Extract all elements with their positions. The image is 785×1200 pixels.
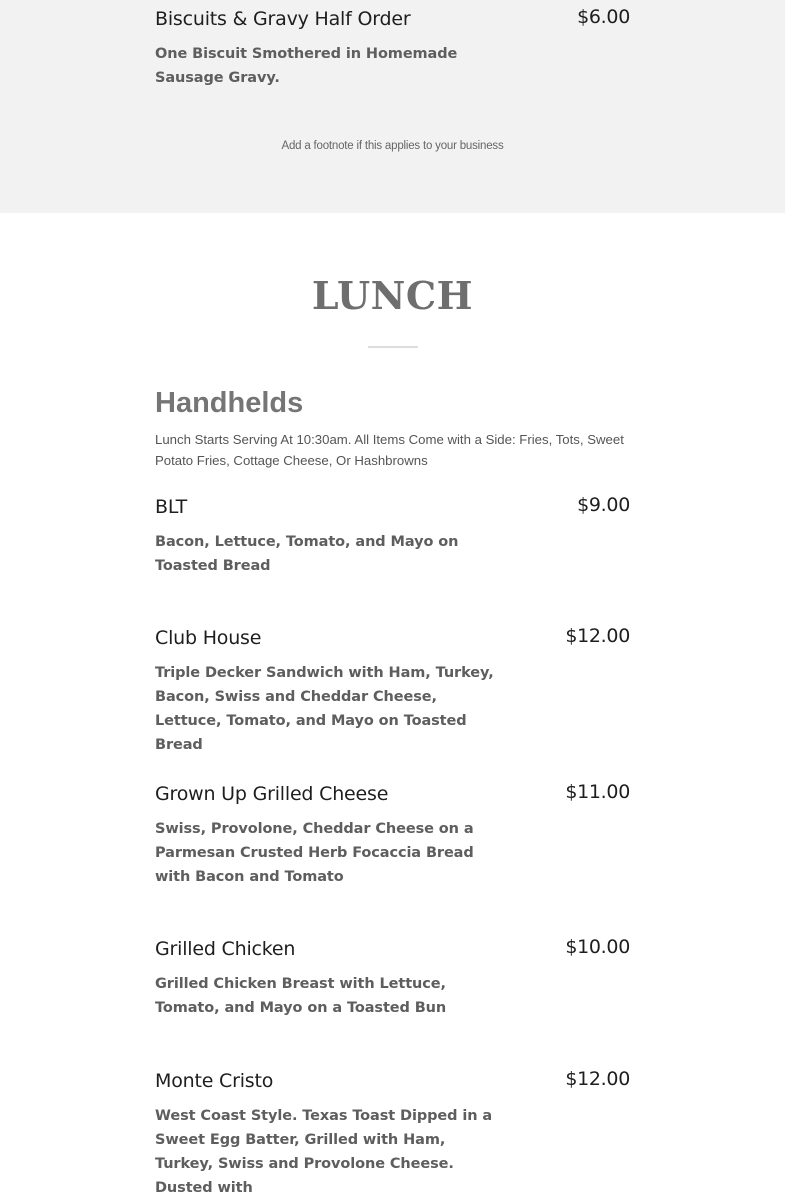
menu-item-description: One Biscuit Smothered in Homemade Sausage Gravy.	[155, 46, 458, 86]
category-title: Handhelds	[155, 387, 304, 419]
menu-item-name: Grilled Chicken	[155, 938, 296, 960]
menu-item-description: Bacon, Lettuce, Tomato, and Mayo on Toasted Bread	[155, 534, 459, 574]
menu-item-name: Club House	[155, 627, 262, 649]
lunch-section	[0, 213, 785, 1196]
title-divider	[368, 346, 418, 348]
category-description: Lunch Starts Serving At 10:30am. All Items Come with a Side: Fries, Tots, Sweet Potato Fries, Cottage Cheese, Or Hashbrowns	[155, 432, 624, 468]
section-title: LUNCH	[311, 273, 474, 318]
menu-item-price: $11.00	[565, 781, 630, 803]
menu-item-description: Grilled Chicken Breast with Lettuce, Tomato, and Mayo on a Toasted Bun	[155, 976, 447, 1016]
menu-item-name: Grown Up Grilled Cheese	[155, 783, 389, 805]
footnote: Add a footnote if this applies to your business	[281, 140, 504, 152]
menu-item-name: Biscuits & Gravy Half Order	[155, 8, 411, 30]
menu-item-price: $12.00	[565, 1068, 630, 1090]
menu-item-price: $10.00	[565, 936, 630, 958]
menu-item-description: Triple Decker Sandwich with Ham, Turkey, Bacon, Swiss and Cheddar Cheese, Lettuce, Tomato, and Mayo on Toasted Bread	[155, 665, 494, 753]
menu-item-name: BLT	[155, 496, 188, 518]
menu-item-description: Swiss, Provolone, Cheddar Cheese on a Parmesan Crusted Herb Focaccia Bread with Bacon and Tomato	[155, 821, 474, 885]
breakfast-section	[0, 0, 785, 213]
menu-item-name: Monte Cristo	[155, 1070, 274, 1092]
menu-item-description: West Coast Style. Texas Toast Dipped in a Sweet Egg Batter, Grilled with Ham, Turkey, Swiss and Provolone Cheese. Dusted with	[155, 1108, 493, 1196]
menu-item-price: $12.00	[565, 625, 630, 647]
menu-item-price: $9.00	[577, 494, 630, 516]
menu-item-price: $6.00	[577, 6, 630, 28]
